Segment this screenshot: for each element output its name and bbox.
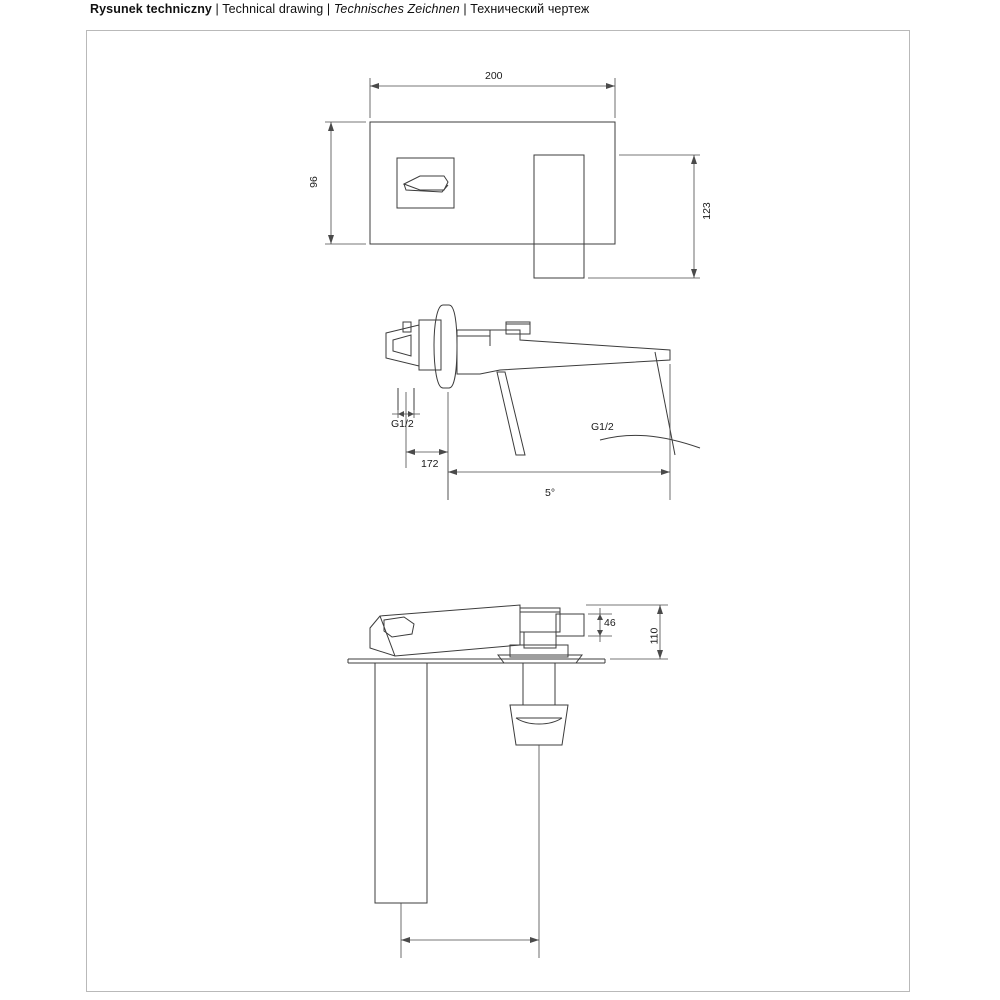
dim-label-angle: G1/2 [591,421,614,433]
page-title [90,0,589,18]
dim-label-172: 5° [545,487,556,499]
title-polish: Rysunek techniczny [90,2,212,16]
dim-label-g12-top: 46 [604,617,616,629]
dim-label-33: 172 [421,458,439,470]
dim-label-g12-side: G1/2 [391,418,414,430]
dim-label-96: 96 [307,176,320,188]
dim-label-46: 110 [648,627,661,645]
title-separator-3: | [459,2,471,16]
dim-label-123: 123 [700,202,713,220]
dim-label-200: 200 [485,70,503,82]
title-separator-1: | [211,2,223,16]
title-separator-2: | [323,2,334,16]
title-german: Technisches Zeichnen [333,2,460,16]
drawing-frame [86,30,910,992]
title-english: Technical drawing [222,2,324,16]
title-russian: Технический чертеж [470,2,590,16]
